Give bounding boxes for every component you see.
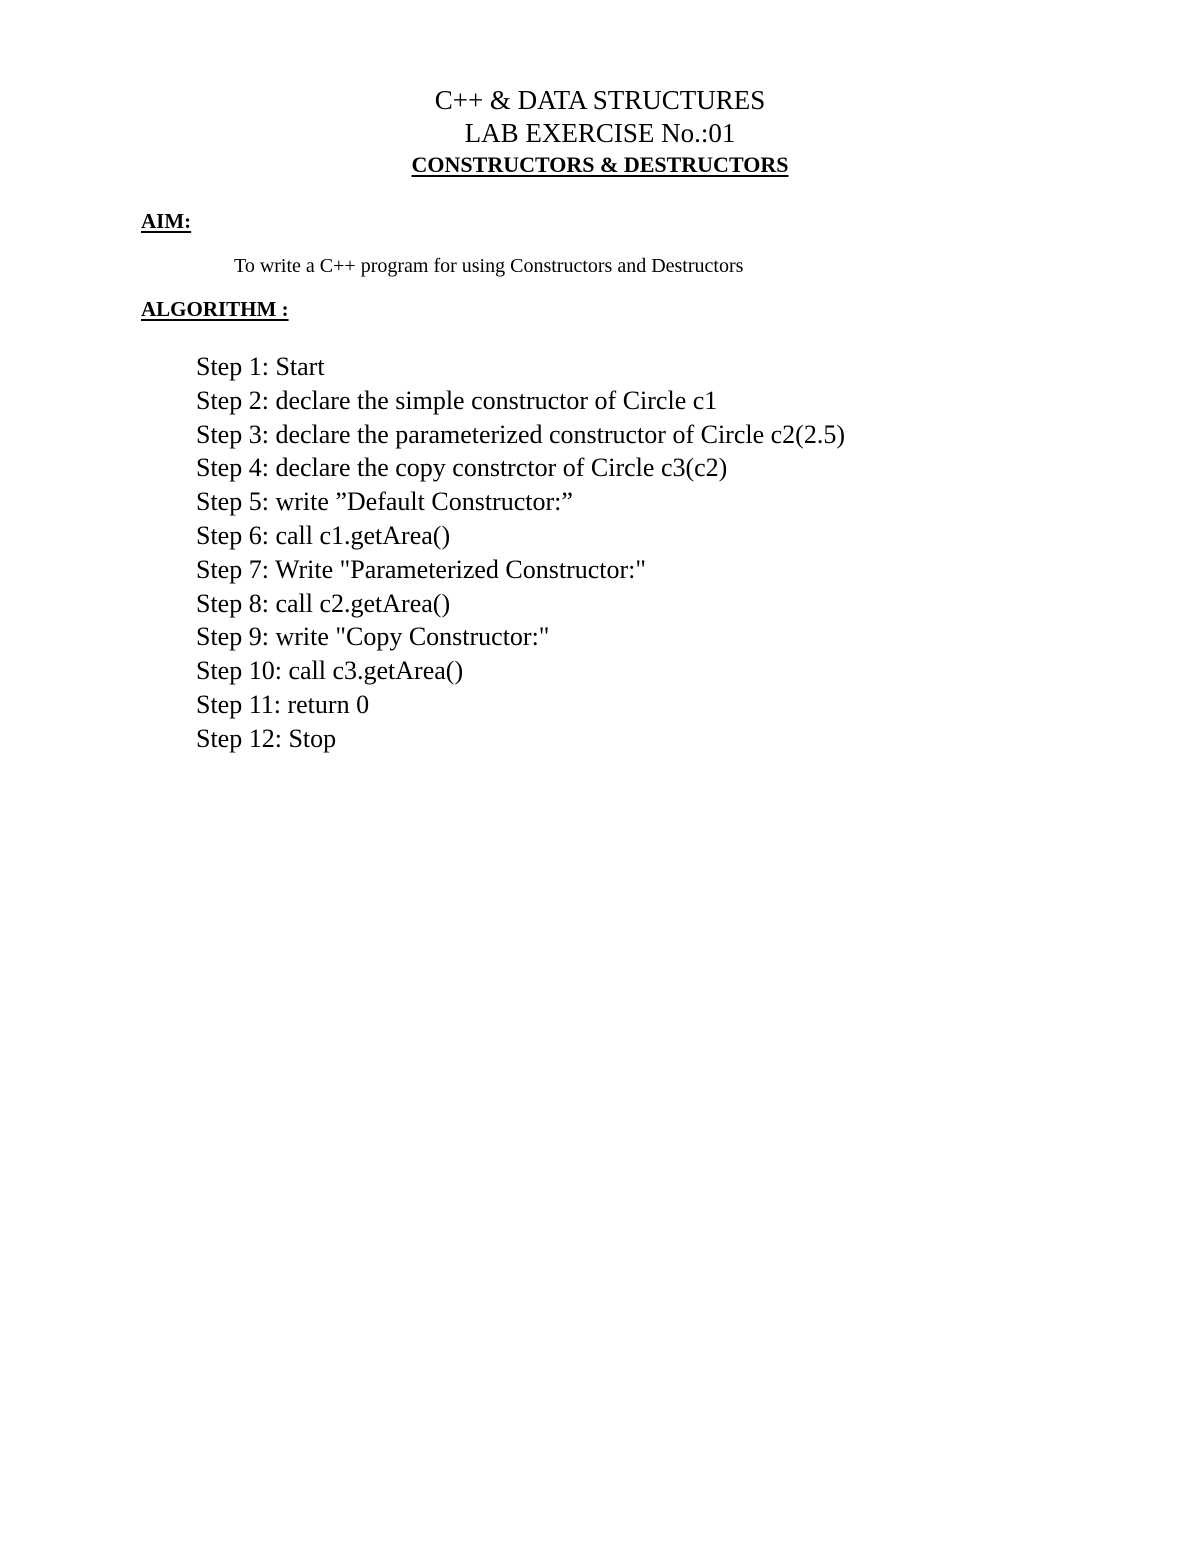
algorithm-step-12: Step 12: Stop [196, 723, 337, 753]
algorithm-step-11: Step 11: return 0 [196, 689, 370, 719]
exercise-number: LAB EXERCISE No.:01 [464, 118, 736, 148]
algorithm-heading: ALGORITHM : [141, 297, 289, 321]
algorithm-step-9: Step 9: write "Copy Constructor:" [196, 622, 550, 652]
algorithm-step-5: Step 5: write ”Default Constructor:” [196, 487, 573, 517]
algorithm-steps [196, 350, 845, 756]
algorithm-step-2: Step 2: declare the simple constructor of Circle c1 [196, 385, 718, 415]
aim-text: To write a C++ program for using Constructors and Destructors [234, 255, 744, 277]
algorithm-step-8: Step 8: call c2.getArea() [196, 588, 451, 618]
algorithm-step-1: Step 1: Start [196, 352, 325, 381]
algorithm-step-7: Step 7: Write "Parameterized Constructor:" [196, 554, 647, 584]
algorithm-step-4: Step 4: declare the copy constrctor of Circle c3(c2) [196, 453, 728, 483]
topic-title: CONSTRUCTORS & DESTRUCTORS [411, 152, 789, 177]
course-title: C++ & DATA STRUCTURES [434, 85, 766, 115]
aim-heading: AIM: [141, 209, 192, 233]
algorithm-step-3: Step 3: declare the parameterized constructor of Circle c2(2.5) [196, 419, 845, 449]
algorithm-step-10: Step 10: call c3.getArea() [196, 656, 464, 686]
algorithm-step-6: Step 6: call c1.getArea() [196, 520, 451, 550]
